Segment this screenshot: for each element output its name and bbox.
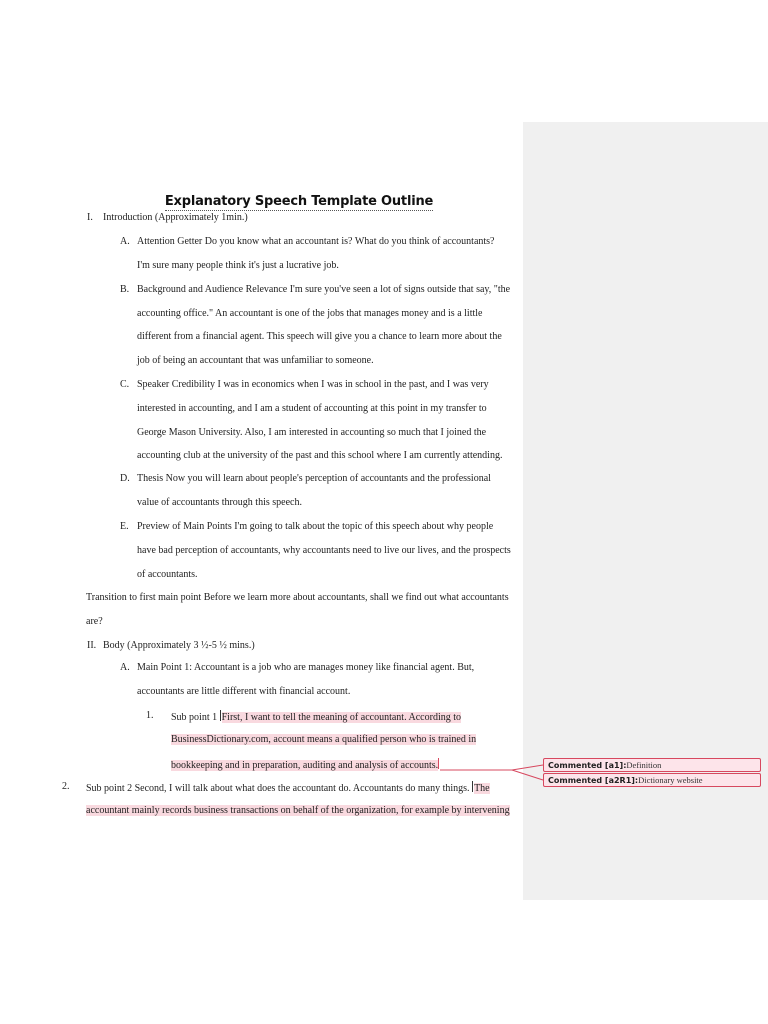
sub-point-prefix: Sub point 2 Second, I will talk about what does the accountant do. Accountants do many things.	[86, 783, 473, 794]
list-item-line: value of accountants through this speech.	[137, 497, 302, 508]
comment-text: Dictionary website	[638, 775, 703, 785]
list-item-line: interested in accounting, and I am a student of accounting at this point in my transfer to	[137, 403, 487, 414]
list-label: A.	[120, 236, 130, 247]
list-item-line: Thesis Now you will learn about people's perception of accountants and the professional	[137, 473, 491, 484]
list-label: D.	[120, 473, 130, 484]
comment-text: Definition	[626, 760, 662, 770]
comment-bubble[interactable]	[543, 773, 761, 787]
outline-heading-intro: Introduction (Approximately 1min.)	[103, 212, 248, 223]
list-item-line: Background and Audience Relevance I'm sure you've seen a lot of signs outside that say, "the	[137, 284, 511, 295]
list-item-line: accounting office." An accountant is one of the jobs that manages money and is a little	[137, 308, 483, 319]
list-label: B.	[120, 284, 130, 295]
list-item-line: accountants are little different with financial account.	[137, 686, 351, 697]
list-item-line: Main Point 1: Accountant is a job who are manages money like financial agent. But,	[137, 662, 475, 673]
transition-line: are?	[86, 616, 103, 627]
list-item-line: accounting club at the university of the past and this school where I am currently attending.	[137, 450, 503, 461]
list-item-line: different from a financial agent. This speech will give you a chance to learn more about the	[137, 331, 502, 342]
commented-text[interactable]: The	[474, 783, 490, 794]
outline-heading-body: Body (Approximately 3 ½-5 ½ mins.)	[103, 640, 255, 651]
commented-text[interactable]: accountant mainly records business transactions on behalf of the organization, for example by intervening	[86, 805, 510, 816]
comment-bubble[interactable]	[543, 758, 761, 772]
outline-numeral-body: II.	[87, 640, 97, 651]
outline-numeral-intro: I.	[87, 212, 93, 223]
commented-text[interactable]: bookkeeping and in preparation, auditing and analysis of accounts.	[171, 760, 439, 771]
sub-point-prefix: Sub point 1	[171, 712, 220, 723]
list-item-line: I'm sure many people think it's just a lucrative job.	[137, 260, 339, 271]
list-item-line: George Mason University. Also, I am interested in accounting so much that I joined the	[137, 427, 487, 438]
comment-author: Commented [a1]:	[548, 761, 627, 770]
list-item-line: have bad perception of accountants, why accountants need to live our lives, and the prospects	[137, 545, 511, 556]
list-label: E.	[120, 521, 129, 532]
commented-text[interactable]: BusinessDictionary.com, account means a qualified person who is trained in	[171, 734, 477, 745]
list-item-line: of accountants.	[137, 569, 198, 580]
list-label: 1.	[146, 710, 154, 721]
comment-author: Commented [a2R1]:	[548, 776, 639, 785]
list-label: C.	[120, 379, 130, 390]
commented-text[interactable]: First, I want to tell the meaning of accountant. According to	[221, 712, 462, 723]
transition-line: Transition to first main point Before we learn more about accountants, shall we find out what accountants	[86, 592, 509, 603]
list-item-line: job of being an accountant that was unfamiliar to someone.	[137, 355, 374, 366]
list-item-line: Preview of Main Points I'm going to talk about the topic of this speech about why people	[137, 521, 494, 532]
list-label: 2.	[62, 781, 70, 792]
list-item-line: Attention Getter Do you know what an accountant is? What do you think of accountants?	[137, 236, 495, 247]
page-title: Explanatory Speech Template Outline	[164, 194, 434, 209]
list-item-line: Speaker Credibility I was in economics when I was in school in the past, and I was very	[137, 379, 489, 390]
list-label: A.	[120, 662, 130, 673]
